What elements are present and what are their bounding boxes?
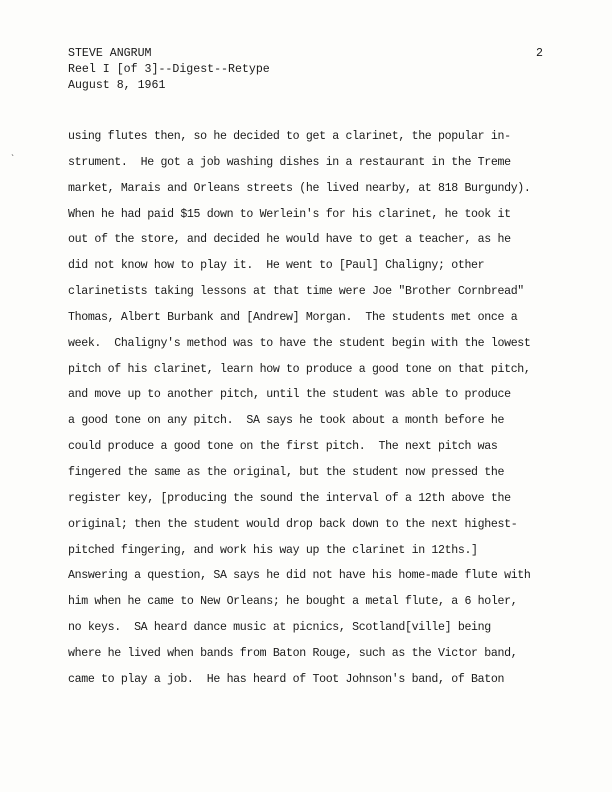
text-line: did not know how to play it. He went to [Paul] Chaligny; other <box>68 259 485 273</box>
text-line: came to play a job. He has heard of Toot Johnson's band, of Baton <box>68 672 505 686</box>
body-text <box>68 124 588 693</box>
text-line: week. Chaligny's method was to have the student begin with the lowest <box>68 336 531 350</box>
text-line: Thomas, Albert Burbank and [Andrew] Morgan. The students met once a <box>68 310 518 324</box>
text-line: no keys. SA heard dance music at picnics, Scotland[ville] being <box>68 621 491 635</box>
text-line: out of the store, and decided he would have to get a teacher, as he <box>68 233 511 247</box>
scan-speck-mark: ˋ <box>10 155 17 166</box>
text-line: and move up to another pitch, until the student was able to produce <box>68 388 511 402</box>
text-line: pitched fingering, and work his way up the clarinet in 12ths.] <box>68 543 478 557</box>
text-line: a good tone on any pitch. SA says he took about a month before he <box>68 414 505 428</box>
text-line: When he had paid $15 down to Werlein's for his clarinet, he took it <box>68 207 511 221</box>
header-date: August 8, 1961 <box>68 79 166 92</box>
text-line: register key, [producing the sound the interval of a 12th above the <box>68 491 511 505</box>
text-line: clarinetists taking lessons at that time were Joe "Brother Cornbread" <box>68 285 524 299</box>
text-line: original; then the student would drop back down to the next highest- <box>68 517 518 531</box>
text-line: market, Marais and Orleans streets (he lived nearby, at 818 Burgundy). <box>68 181 531 195</box>
page-number: 2 <box>536 47 543 60</box>
header-reel: Reel I [of 3]--Digest--Retype <box>68 63 270 76</box>
document-header <box>68 46 270 94</box>
header-name: STEVE ANGRUM <box>68 47 152 60</box>
text-line: him when he came to New Orleans; he bought a metal flute, a 6 holer, <box>68 595 518 609</box>
text-line: using flutes then, so he decided to get a clarinet, the popular in- <box>68 130 511 143</box>
text-line: pitch of his clarinet, learn how to produce a good tone on that pitch, <box>68 362 531 376</box>
text-line: where he lived when bands from Baton Rouge, such as the Victor band, <box>68 646 518 660</box>
text-line: Answering a question, SA says he did not have his home-made flute with <box>68 569 531 583</box>
text-line: could produce a good tone on the first pitch. The next pitch was <box>68 440 498 454</box>
text-line: strument. He got a job washing dishes in a restaurant in the Treme <box>68 155 511 169</box>
text-line: fingered the same as the original, but the student now pressed the <box>68 465 505 479</box>
